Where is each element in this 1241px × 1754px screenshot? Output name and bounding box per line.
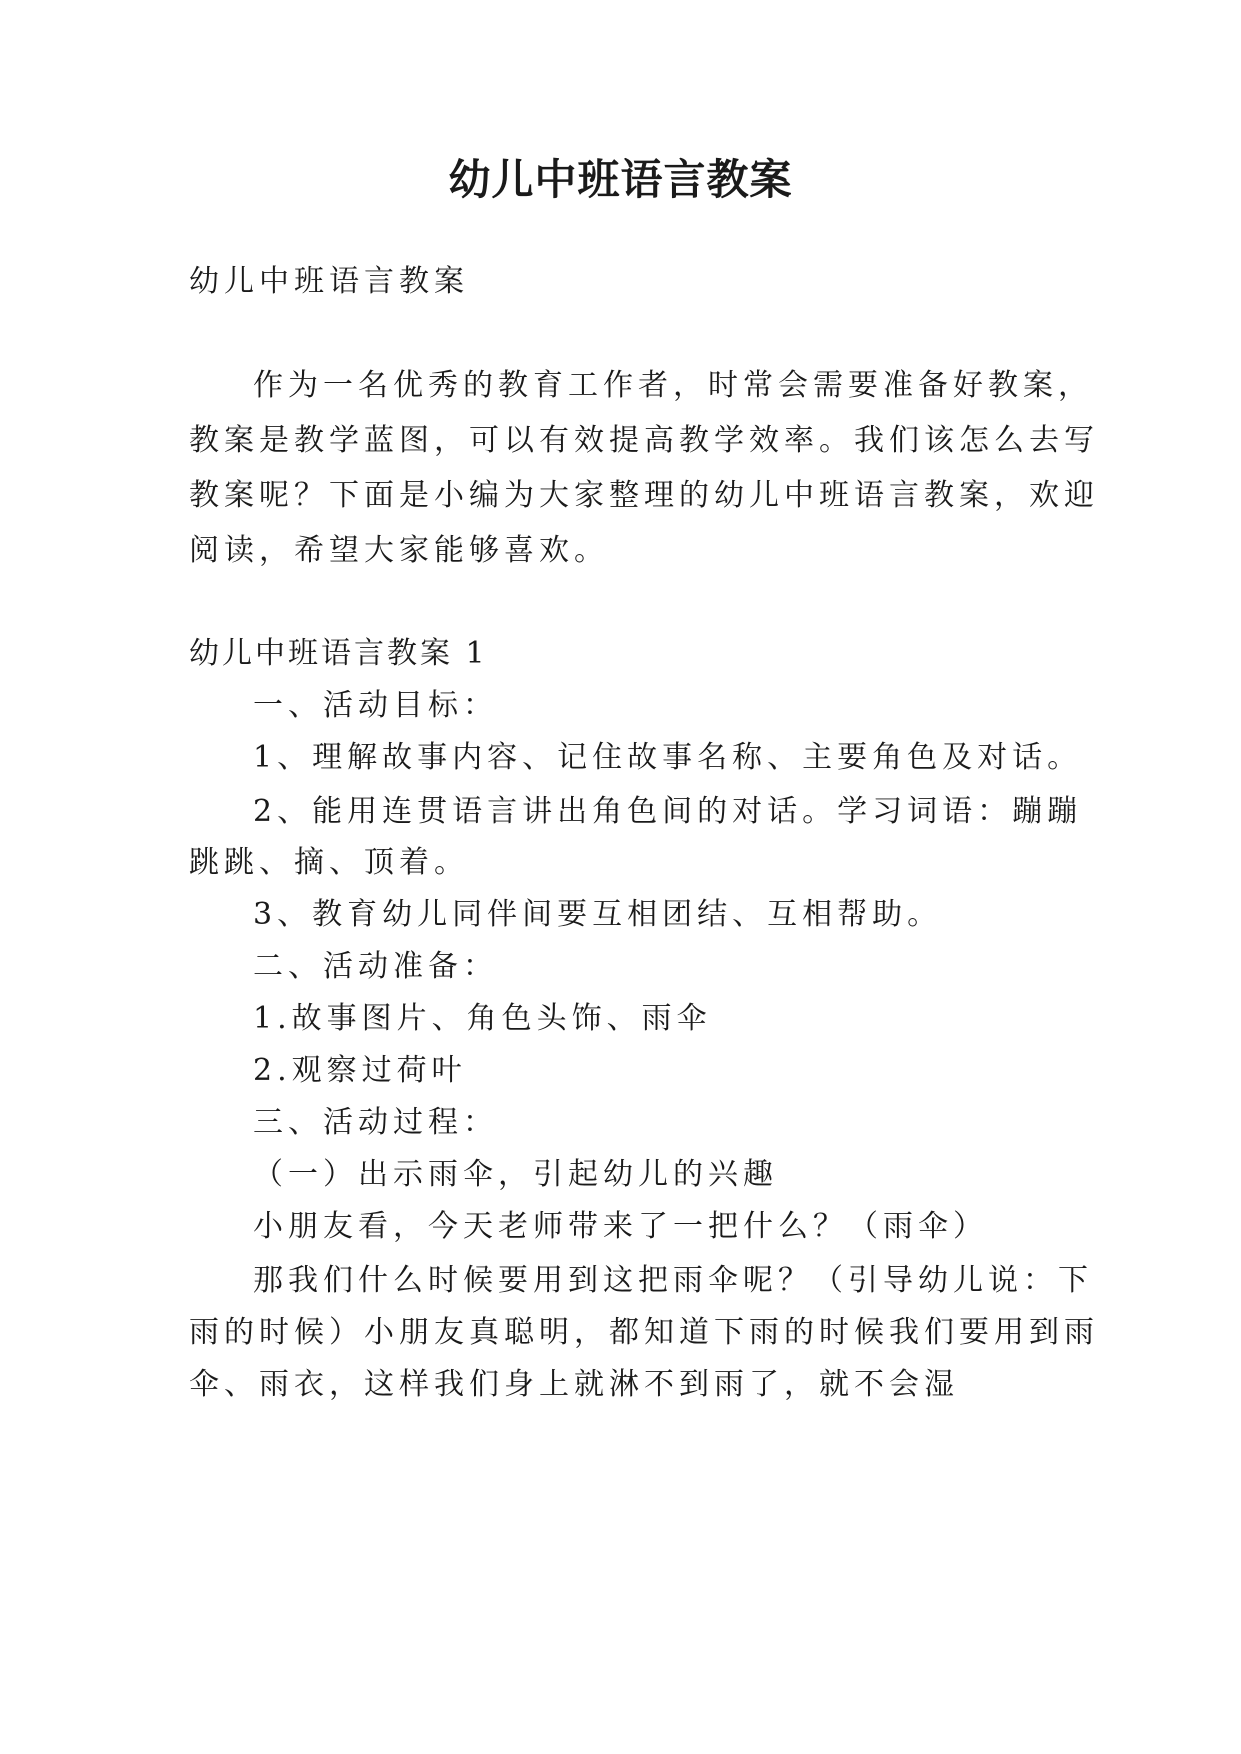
body-line-9: 三、活动过程：: [253, 1105, 498, 1140]
body-line-4: 跳跳、摘、顶着。: [189, 845, 469, 880]
body-line-1: 一、活动目标：: [253, 688, 498, 723]
document-title: 幼儿中班语言教案: [448, 155, 793, 204]
body-line-2: 1、理解故事内容、记住故事名称、主要角色及对话。: [253, 740, 1083, 775]
body-line-6: 二、活动准备：: [253, 949, 498, 984]
intro-line-3: 教案呢？下面是小编为大家整理的幼儿中班语言教案，欢迎: [189, 478, 1099, 513]
body-line-7: 1.故事图片、角色头饰、雨伞: [253, 1001, 712, 1036]
intro-line-4: 阅读，希望大家能够喜欢。: [189, 533, 609, 568]
intro-line-2: 教案是教学蓝图，可以有效提高教学效率。我们该怎么去写: [189, 423, 1099, 458]
body-line-14: 伞、雨衣，这样我们身上就淋不到雨了，就不会湿: [189, 1367, 959, 1402]
document-subtitle: 幼儿中班语言教案: [189, 264, 469, 299]
body-line-3: 2、能用连贯语言讲出角色间的对话。学习词语：蹦蹦: [253, 794, 1083, 829]
body-line-12: 那我们什么时候要用到这把雨伞呢？（引导幼儿说：下: [253, 1263, 1093, 1298]
body-line-8: 2.观察过荷叶: [253, 1053, 467, 1088]
body-line-10: （一）出示雨伞，引起幼儿的兴趣: [253, 1157, 778, 1192]
section-heading: 幼儿中班语言教案 1: [189, 636, 488, 671]
body-line-5: 3、教育幼儿同伴间要互相团结、互相帮助。: [253, 897, 943, 932]
intro-line-1: 作为一名优秀的教育工作者，时常会需要准备好教案，: [253, 368, 1093, 403]
body-line-11: 小朋友看，今天老师带来了一把什么？（雨伞）: [253, 1209, 988, 1244]
body-line-13: 雨的时候）小朋友真聪明，都知道下雨的时候我们要用到雨: [189, 1315, 1099, 1350]
